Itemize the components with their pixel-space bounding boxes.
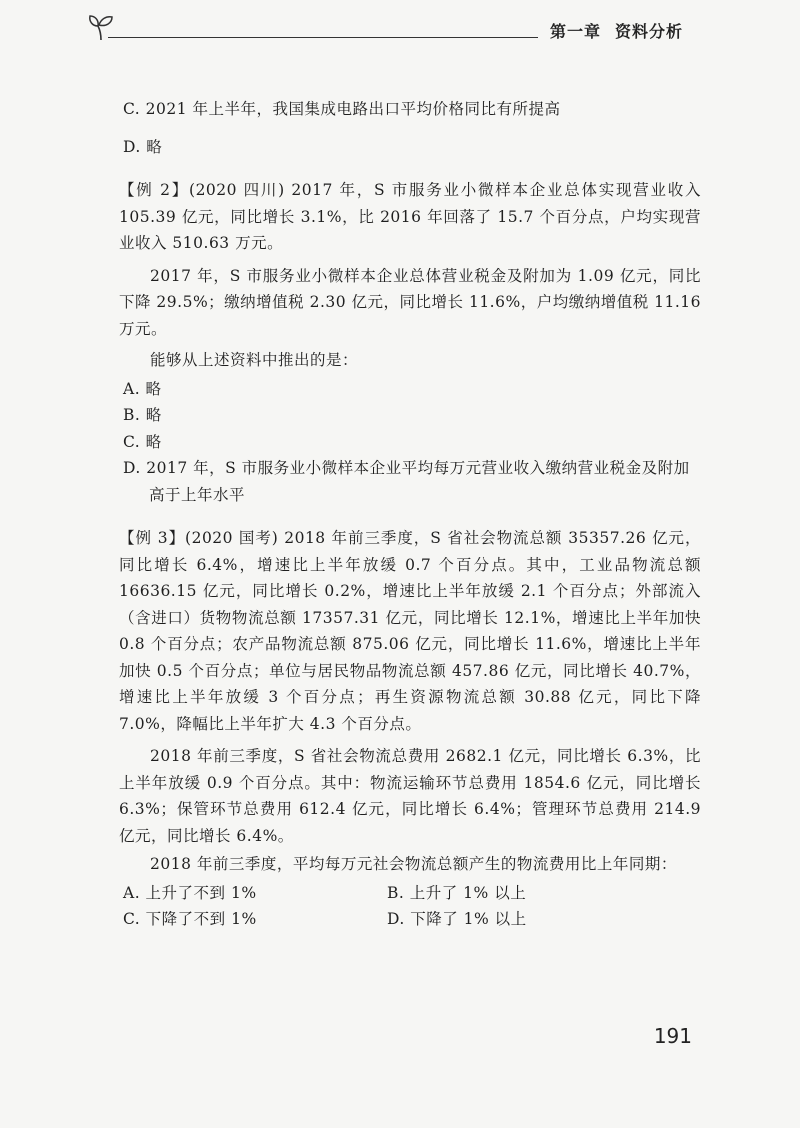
page-number: 191 <box>653 1024 692 1048</box>
example-3-question: 2018 年前三季度，平均每万元社会物流总额产生的物流费用比上年同期： <box>150 855 677 873</box>
example-3-options <box>119 880 701 933</box>
header-rule <box>108 37 538 38</box>
example-3-paragraph-2: 2018 年前三季度，S 省社会物流总费用 2682.1 亿元，同比增长 6.3%，比上半年放缓 0.9 个百分点。其中：物流运输环节总费用 1854.6 亿元，同比增长 6.3%；保管环节总费用 612.4 亿元，同比增长 6.4%；管理环节总费用 214.9 亿元，同比增长 6.4%。 <box>119 747 701 845</box>
page-content <box>119 96 701 933</box>
example-2-paragraph-1: 【例 2】(2020 四川) 2017 年，S 市服务业小微样本企业总体实现营业收入 105.39 亿元，同比增长 3.1%，比 2016 年回落了 15.7 个百分点，户均实现营业收入 510.63 万元。 <box>119 181 701 252</box>
example-3-paragraph-1: 【例 3】(2020 国考) 2018 年前三季度，S 省社会物流总额 35357.26 亿元，同比增长 6.4%，增速比上半年放缓 0.7 个百分点。其中，工业品物流总额 16636.15 亿元，同比增长 0.2%，增速比上半年放缓 2.1 个百分点；外部流入（含进口）货物物流总额 17357.31 亿元，同比增长 12.1%，增速比上半年加快 0.8 个百分点；农产品物流总额 875.06 亿元，同比增长 11.6%，增速比上半年加快 0.5 个百分点；单位与居民物品物流总额 457.86 亿元，同比增长 40.7%，增速比上半年放缓 3 个百分点；再生资源物流总额 30.88 亿元，同比下降 7.0%，降幅比上半年扩大 4.3 个百分点。 <box>119 529 701 733</box>
example-3-option-d: D. 下降了 1% 以上 <box>387 910 527 928</box>
chapter-number: 第一章 <box>550 22 602 41</box>
example-2-option-d-line-2: 高于上年水平 <box>149 485 246 504</box>
prev-option-c: C. 2021 年上半年，我国集成电路出口平均价格同比有所提高 <box>123 100 561 118</box>
example-3-option-b: B. 上升了 1% 以上 <box>387 883 527 902</box>
example-3-option-a: A. 上升了不到 1% <box>123 883 257 902</box>
sprout-icon <box>84 10 118 44</box>
prev-option-d: D. 略 <box>123 137 163 156</box>
example-2-option-d <box>119 455 701 508</box>
example-2-question: 能够从上述资料中推出的是： <box>150 351 359 369</box>
example-2-option-b: B. 略 <box>123 406 162 424</box>
example-2-option-c: C. 略 <box>123 432 162 451</box>
example-2-option-a: A. 略 <box>123 379 162 398</box>
running-header <box>0 0 800 60</box>
example-3-option-c: C. 下降了不到 1% <box>123 910 257 928</box>
example-2-paragraph-2: 2017 年，S 市服务业小微样本企业总体营业税金及附加为 1.09 亿元，同比下降 29.5%；缴纳增值税 2.30 亿元，同比增长 11.6%，户均缴纳增值税 11.16 万元。 <box>119 266 702 338</box>
section-title: 资料分析 <box>615 22 684 41</box>
chapter-title <box>550 19 683 42</box>
example-2-option-d-line-1: D. 2017 年，S 市服务业小微样本企业平均每万元营业收入缴纳营业税金及附加 <box>123 459 690 477</box>
